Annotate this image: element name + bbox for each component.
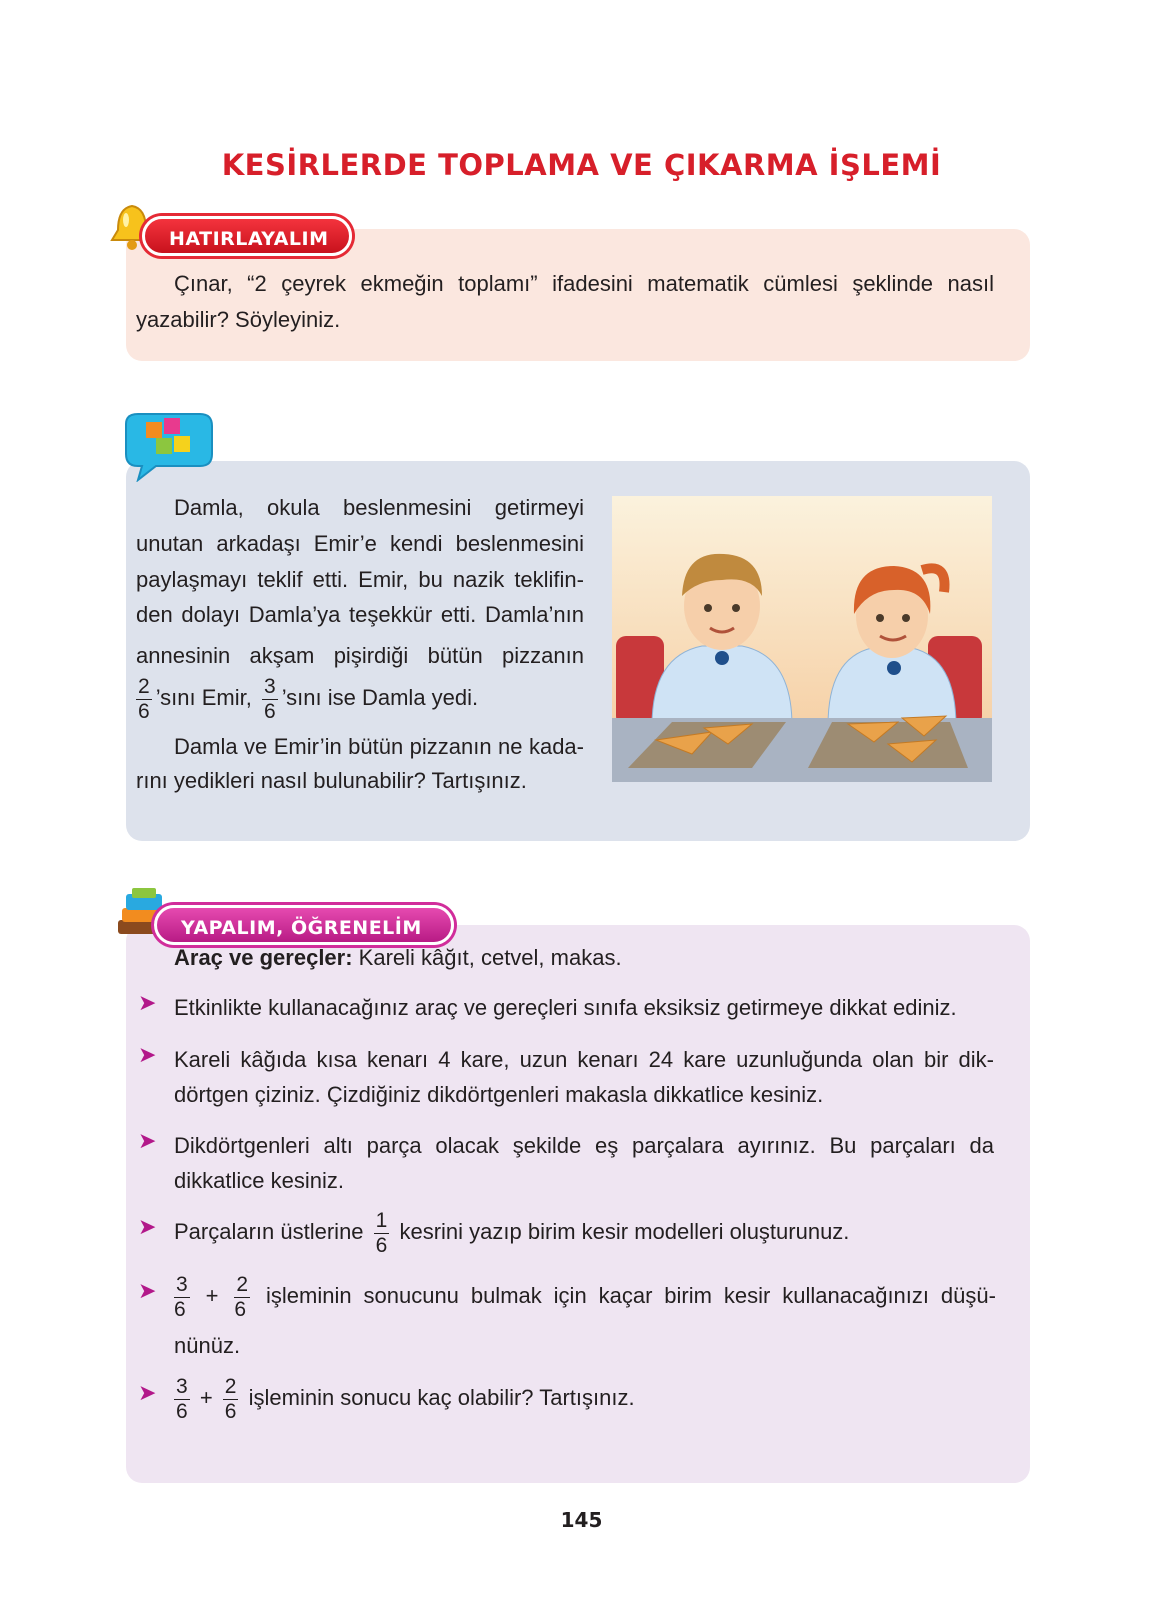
fraction: $\frac{2}{6}$ <box>224 1374 237 1423</box>
arrow-bullet-icon: ➤ <box>138 1214 157 1239</box>
arrow-bullet-icon: ➤ <box>138 990 157 1015</box>
story-question-1: Damla ve Emir’in bütün pizzanın ne kada- <box>174 734 584 759</box>
story-line-2: unutan arkadaşı Emir’e kendi beslenmesini <box>136 531 584 556</box>
page-number: 145 <box>560 1508 603 1532</box>
story-line-4: den dolayı Damla’ya teşekkür etti. Damla’nın <box>136 602 584 627</box>
step-5-line-2: nünüz. <box>174 1333 241 1358</box>
step-1: Etkinlikte kullanacağınız araç ve gereçleri sınıfa eksiksiz getirmeye dikkat ediniz. <box>174 995 957 1020</box>
story-line-1: Damla, okula beslenmesini getirmeyi <box>174 495 584 520</box>
arrow-bullet-icon: ➤ <box>138 1380 157 1405</box>
step-3-line-1: Dikdörtgenleri altı parça olacak şekilde eş parçalara ayırınız. Bu parçaları da <box>174 1133 994 1158</box>
step-3-line-2: dikkatlice kesiniz. <box>174 1168 344 1193</box>
fraction: $\frac{3}{6}$ <box>174 1272 188 1321</box>
remember-line-1: Çınar, “2 çeyrek ekmeğin toplamı” ifadesini matematik cümlesi şeklinde nasıl <box>174 271 994 296</box>
fraction: $\frac{3}{6}$ <box>176 1374 188 1423</box>
step-2-line-2: dörtgen çiziniz. Çizdiğiniz dikdörtgenleri makasla dikkatlice kesiniz. <box>174 1082 824 1107</box>
materials-line: Araç ve gereçler: Kareli kâğıt, cetvel, makas. <box>174 945 622 970</box>
step-2-line-1: Kareli kâğıda kısa kenarı 4 kare, uzun kenarı 24 kare uzunluğunda olan bir dik- <box>174 1047 994 1072</box>
remember-badge: HATIRLAYALIM <box>142 216 352 256</box>
fraction: $\frac{3}{6}$ <box>264 674 276 723</box>
arrow-bullet-icon: ➤ <box>138 1278 157 1303</box>
fraction: $\frac{2}{6}$ <box>138 674 150 723</box>
arrow-bullet-icon: ➤ <box>138 1042 157 1067</box>
illustration-children-pizza <box>612 496 992 782</box>
story-line-3: paylaşmayı teklif etti. Emir, bu nazik teklifin- <box>136 567 584 592</box>
story-question-2: rını yedikleri nasıl bulunabilir? Tartışınız. <box>136 768 527 793</box>
step-4: Parçaların üstlerine $\frac{1}{6}$ kesrini yazıp birim kesir modelleri oluşturunuz. <box>174 1208 850 1257</box>
arrow-bullet-icon: ➤ <box>138 1128 157 1153</box>
step-6: $\frac{3}{6}$ + $\frac{2}{6}$ işleminin sonucu kaç olabilir? Tartışınız. <box>176 1374 635 1423</box>
story-line-5: annesinin akşam pişirdiği bütün pizzanın <box>136 643 584 668</box>
fraction: $\frac{2}{6}$ <box>234 1272 249 1321</box>
story-fraction-line: $\frac{2}{6}$ ’sını Emir, $\frac{3}{6}$ ’sını ise Damla yedi. <box>138 674 479 723</box>
step-5-line-1: $\frac{3}{6}$ + $\frac{2}{6}$ işleminin sonucunu bulmak için kaçar birim kesir kullanacağınızı düşü- <box>174 1272 996 1321</box>
puzzle-icon <box>116 410 216 482</box>
activity-badge: YAPALIM, ÖĞRENELİM <box>154 905 454 945</box>
fraction: $\frac{1}{6}$ <box>375 1208 388 1257</box>
page-title: KESİRLERDE TOPLAMA VE ÇIKARMA İŞLEMİ <box>221 148 942 182</box>
remember-line-2: yazabilir? Söyleyiniz. <box>136 307 341 332</box>
